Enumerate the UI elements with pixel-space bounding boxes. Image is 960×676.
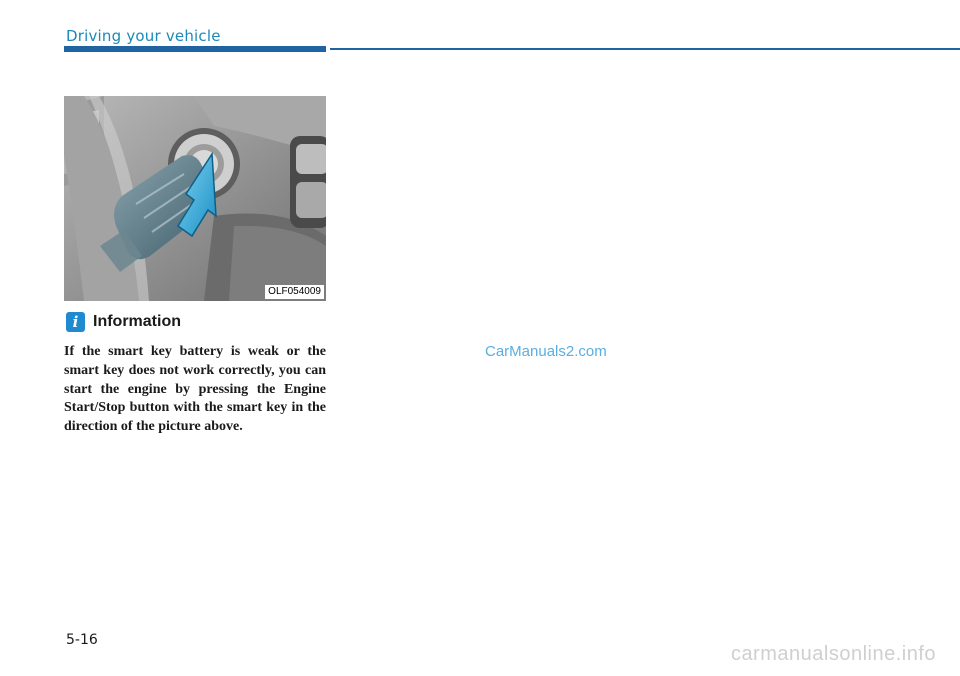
watermark: CarManuals2.com <box>485 343 607 360</box>
header-rule-thick <box>64 46 326 52</box>
information-title: Information <box>93 313 181 330</box>
figure-code: OLF054009 <box>265 285 324 299</box>
footer-site-mark: carmanualsonline.info <box>730 643 936 665</box>
information-body: If the smart key battery is weak or the smart key does not work correctly, you can start the engine by pressing the Engine Start/Stop button with the smart key in the direction of the picture above. <box>64 344 326 435</box>
figure-smart-key-start <box>64 96 326 301</box>
header-rule-thin <box>330 48 960 50</box>
page-number: 5-16 <box>66 632 98 648</box>
information-heading <box>66 312 181 332</box>
info-icon: i <box>66 312 85 332</box>
smart-key-illustration <box>64 96 326 301</box>
section-title: Driving your vehicle <box>66 27 221 45</box>
